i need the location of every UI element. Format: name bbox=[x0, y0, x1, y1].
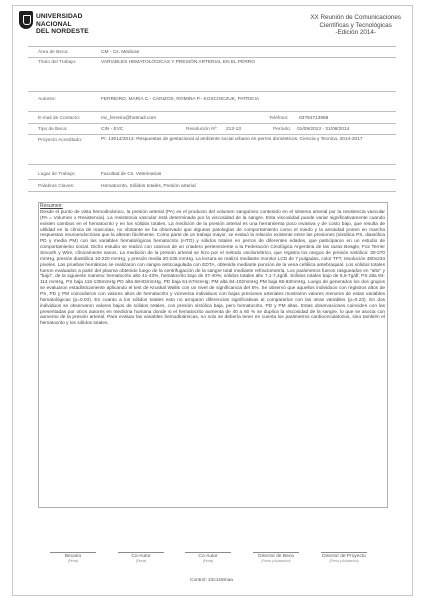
workplace-label: Lugar de Trabajo: bbox=[38, 172, 76, 177]
period-value: 01/09/2013 - 31/08/2014 bbox=[297, 127, 350, 132]
signature-line bbox=[118, 552, 164, 553]
signature-line bbox=[50, 552, 96, 553]
signature-becario bbox=[43, 554, 103, 564]
abstract-title: Resumen: bbox=[40, 203, 63, 209]
signature-role: Co-Autor bbox=[198, 554, 218, 559]
signature-sub: (Firma y Aclaración) bbox=[261, 559, 291, 564]
phone-label: Teléfono: bbox=[269, 116, 289, 121]
title-label: Título del Trabajo: bbox=[38, 60, 77, 65]
divider bbox=[28, 134, 396, 135]
signature-role: Becario bbox=[64, 554, 82, 559]
resolution-value: 212-13 bbox=[226, 127, 241, 132]
university-name-line-1: UNIVERSIDAD bbox=[36, 13, 83, 20]
signature-role: Director de Beca bbox=[258, 554, 294, 559]
event-edition: -Edición 2014- bbox=[335, 29, 376, 37]
project-label: Proyecto Acreditado: bbox=[38, 138, 83, 143]
event-title-line-1: XX Reunión de Comunicaciones bbox=[310, 14, 401, 21]
divider bbox=[28, 179, 396, 180]
project-value: PI: 13014/2013, Respuestas de gestacional al ambiente social urbano en perros domésticos. Ciencia y Tecnica, 2014-2017 bbox=[101, 137, 363, 142]
signature-director-proyecto bbox=[314, 554, 374, 564]
authors-label: Autores: bbox=[38, 97, 56, 102]
grant-type-label: Tipo de Beca: bbox=[38, 127, 68, 132]
email-value: mc_ferreiro@hotmail.com bbox=[101, 116, 156, 121]
area-label: Área de Beca: bbox=[38, 50, 69, 55]
control-code: Control: 23c1s8maa bbox=[190, 578, 233, 583]
email-label: E-mail de Contacto: bbox=[38, 116, 81, 121]
university-name bbox=[36, 13, 89, 36]
signature-line bbox=[253, 552, 299, 553]
signature-role: Co-Autor bbox=[131, 554, 151, 559]
signature-coautor-1 bbox=[111, 554, 171, 564]
divider bbox=[28, 91, 396, 92]
divider bbox=[28, 57, 396, 58]
university-name-line-2: NACIONAL bbox=[36, 20, 72, 28]
university-name-line-3: DEL NORDESTE bbox=[36, 28, 89, 36]
resolution-label: Resolución Nº: bbox=[186, 127, 218, 132]
workplace-value: Facultad de Cs. Veterinarias bbox=[101, 172, 162, 177]
signature-sub: (Firma) bbox=[67, 559, 79, 564]
signature-coautor-2 bbox=[178, 554, 238, 564]
divider bbox=[28, 111, 396, 112]
event-title bbox=[310, 14, 401, 37]
keywords-label: Palabras Claves: bbox=[38, 184, 75, 189]
phone-value: 03794713968 bbox=[299, 116, 329, 121]
event-title-line-2: Científicas y Tecnológicas bbox=[319, 21, 392, 29]
area-value: CM - Cs. Médicas bbox=[101, 50, 140, 55]
signature-sub: (Firma y Aclaración) bbox=[329, 559, 359, 564]
university-logo-icon bbox=[19, 11, 33, 29]
grant-type-value: CIN - EVC bbox=[101, 127, 124, 132]
divider bbox=[28, 191, 396, 192]
divider bbox=[28, 123, 396, 124]
signature-line bbox=[185, 552, 231, 553]
abstract-text: Desde el punto de vista hemodinámico, la presión arterial (PA) es el producto del volumen sanguíneo contenido en el sistema arterial por la resistencia vascular (PA = Volumen x Resistencia). La resistencia vascular está determinada por la viscosidad de la sangre. Esta viscosidad puede variar significativamente cuando existen cambios en el hematocrito y en los sólidos totales. La medición de la presión arterial es una herramienta poco invasiva y de costo bajo, que resulta de utilidad en la clínica de mascotas, no obstante se ha observado que algunas patologías de comportamiento como el miedo y la ansiedad ponen en marcha respuestas neuroendocrinas que la alteran fácilmente. Como parte de un trabajo mayor, se evaluó la relación existente entre las presiones (sistólica PS, diastólica PD y media PM) con las variables hematológicas hematocrito (HTO) y sólidos totales en perros de diferentes edades, que participaron en un estudio de comportamiento social. Dicho estudio se realizó con caninos de un criadero perteneciente a la Federación Cinológica Argentina de las razas Beagle, Fox Terrier Smooth y Wire, clínicamente sanos. La medición de la presión arterial se hizo por el método oscilométrico, que registra los rangos de presión sistólica: 30-270 mmHg, presión diastólica 10-220 mmHg, y presión media 20-235 mmHg. La lectura se realizó mediante monitor LCD de 7 pulgadas, color TFT, resolución 480x234 píxeles. Las pruebas hemáticas se realizaron con sangre anticoagulada con EDTA, obtenida mediante punción de la vena cefálica antebraquial. Los sólidos totales fueron evaluados a partir del plasma obtenido luego de la centrifugación de la sangre total mediante refractometría. Los parámetros fueron rasgueados en "alto" y "bajo", de la siguiente manera: hematocrito alto 41-43%, hematocrito bajo de 37-40%; sólidos totales alto 7,1-7,4g/dl. Sólidos totales bajo de 6,6-7g/dl; PS alta 93-114 mmHg, PS baja 115-135mmHg PD alta 68-83mmHg, PD baja 51-67mmHg; PM alta 84-102mmHg PM baja 65-83mmHg. Luego de generados los dos grupos se evaluaron estadísticamente aplicando el test de Kruskal Wallis con un nivel de significancia del 5%. Se observó que aquellos individuos con registros altos de PS, PD y PM coincidieron con valores altos de hematocrito y viceversa individuos con bajas presiones arteriales mostraron valores menores de estas variables hematológicas (p=0.03). En cuanto a los sólidos totales esto no arrojaron diferencias significativas al compararlos con las otras variables (p=0.23). En dos individuos se observaron valores bajos de sólidos totales, con presión sistólica baja, pero hematocrito, PD y PM altas. Estas observaciones coinciden con las presentadas por otros autores en medicina humana donde si el hematocrito aumenta de 40 a 60 % se duplica la viscosidad de la sangre, lo que se asocia con aumento de la presión arterial. Para evaluar las variables hemodinámicas, no solo se debería tener en cuenta los parámetros cardiocirculatorios, sino también el hematocrito y los sólidos totales. bbox=[40, 210, 385, 327]
signature-line bbox=[321, 552, 367, 553]
signature-sub: (Firma) bbox=[135, 559, 147, 564]
divider bbox=[28, 46, 396, 47]
signature-role: Director de Proyecto bbox=[322, 554, 366, 559]
title-value: VARIABLES HEMATOLÓGICAS Y PRESIÓN ARTERIAL EN EL PERRO bbox=[101, 60, 255, 65]
keywords-value: Hematocrito, Sólidos totales, Presión arterial bbox=[101, 184, 196, 189]
authors-value: FERREIRO, MARIA C.- CAINZOS, ROMINA P.- KOSCINCZUK, PATRICIA bbox=[101, 97, 260, 102]
period-label: Período: bbox=[273, 127, 292, 132]
divider bbox=[28, 164, 396, 165]
signature-director-beca bbox=[246, 554, 306, 564]
signature-sub: (Firma) bbox=[202, 559, 214, 564]
